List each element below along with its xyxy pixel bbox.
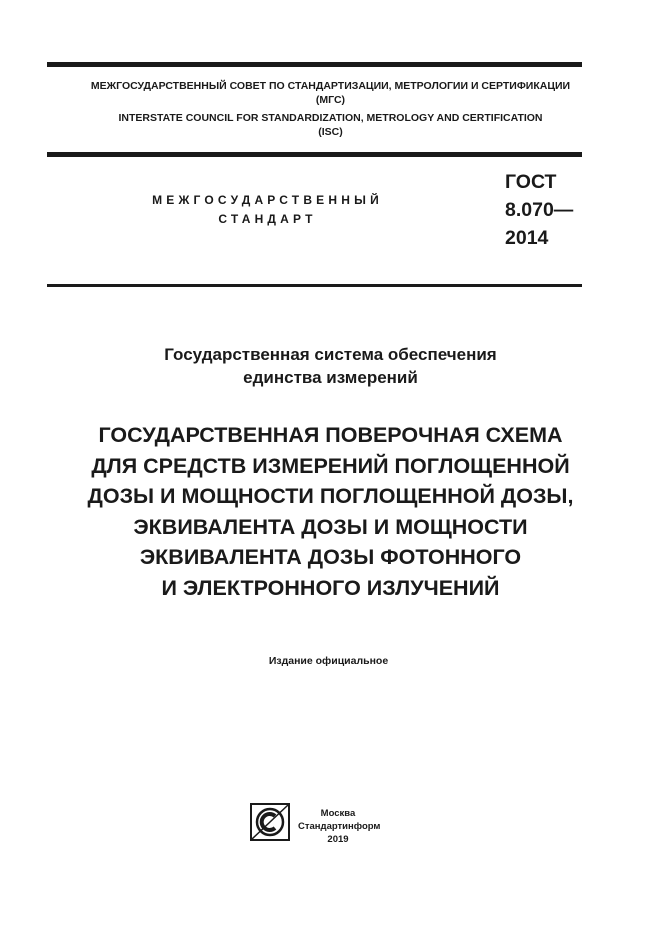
gost-number: 8.070—: [505, 199, 574, 221]
designation-rule: [47, 284, 582, 287]
council-name-en: INTERSTATE COUNCIL FOR STANDARDIZATION, METROLOGY AND CERTIFICATION: [118, 112, 543, 124]
council-abbr-ru: (МГС): [315, 94, 346, 106]
gost-year: 2014: [505, 227, 549, 249]
publisher-city: Москва: [320, 808, 356, 819]
main-title-line5: ЭКВИВАЛЕНТА ДОЗЫ ФОТОННОГО: [139, 545, 522, 569]
main-title-line3: ДОЗЫ И МОЩНОСТИ ПОГЛОЩЕННОЙ ДОЗЫ,: [87, 484, 574, 508]
council-name-ru: МЕЖГОСУДАРСТВЕННЫЙ СОВЕТ ПО СТАНДАРТИЗАЦИИ, МЕТРОЛОГИИ И СЕРТИФИКАЦИИ: [90, 80, 571, 92]
main-title-line2: ДЛЯ СРЕДСТВ ИЗМЕРЕНИЙ ПОГЛОЩЕННОЙ: [91, 453, 570, 478]
standard-type-line2: СТАНДАРТ: [218, 212, 317, 226]
top-rule: [47, 62, 582, 67]
header-rule: [47, 152, 582, 157]
system-title-line1: Государственная система обеспечения: [164, 345, 497, 364]
standartinform-logo-icon: [250, 803, 290, 841]
gost-prefix: ГОСТ: [505, 171, 557, 193]
main-title-line1: ГОСУДАРСТВЕННАЯ ПОВЕРОЧНАЯ СХЕМА: [98, 423, 563, 447]
main-title-line6: И ЭЛЕКТРОННОГО ИЗЛУЧЕНИЙ: [161, 575, 500, 600]
publisher-year: 2019: [327, 834, 349, 845]
publisher-name: Стандартинформ: [298, 821, 381, 832]
standard-type-line1: МЕЖГОСУДАРСТВЕННЫЙ: [152, 193, 383, 207]
main-title-line4: ЭКВИВАЛЕНТА ДОЗЫ И МОЩНОСТИ: [133, 514, 528, 539]
council-abbr-en: (ISC): [318, 126, 343, 138]
system-title-line2: единства измерений: [243, 368, 418, 387]
edition-label: Издание официальное: [268, 655, 389, 667]
